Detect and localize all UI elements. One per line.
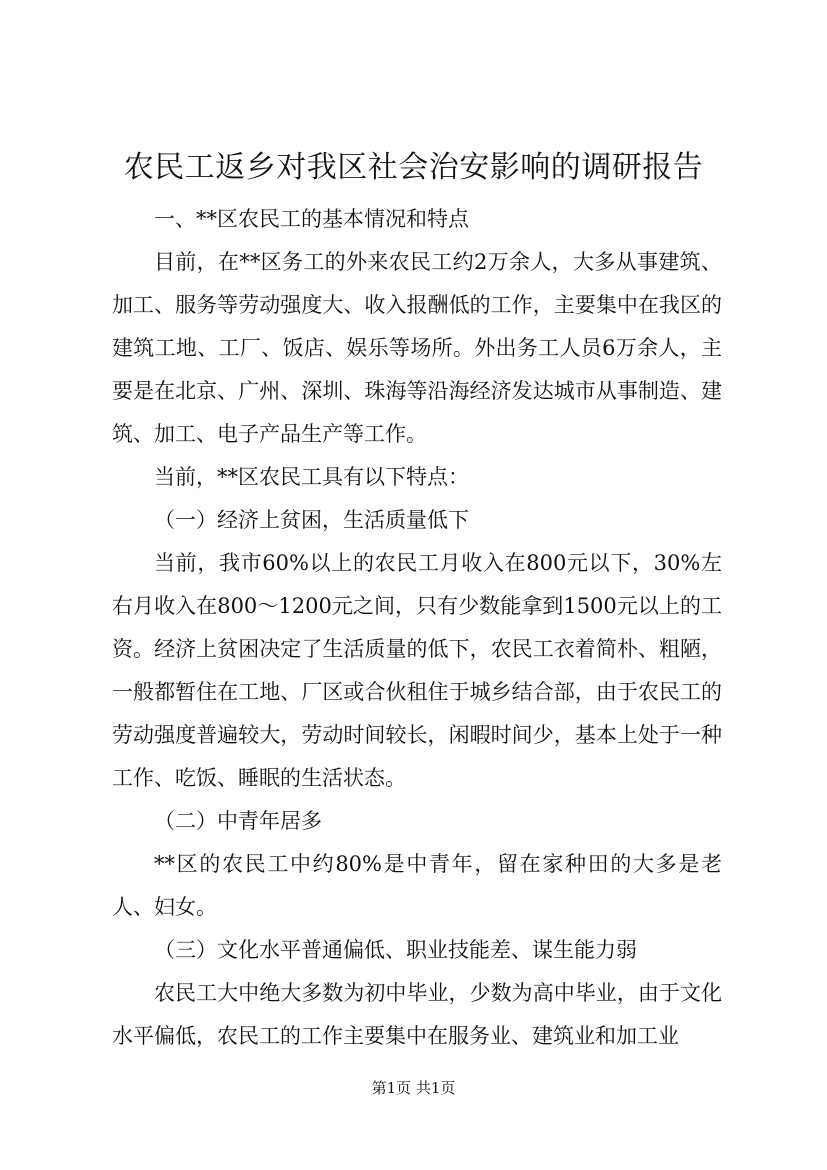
paragraph-education-details: 农民工大中绝大多数为初中毕业，少数为高中毕业，由于文化水平偏低，农民工的工作主要集中在服务业、建筑业和加工业 <box>112 981 722 1048</box>
document-body <box>112 198 722 1058</box>
subheading-education-skills: （三）文化水平普通偏低、职业技能差、谋生能力弱 <box>154 938 637 962</box>
subheading-young-adults: （二）中青年居多 <box>154 809 322 833</box>
section-heading-1: 一、**区农民工的基本情况和特点 <box>154 207 469 231</box>
subheading-economic-poverty: （一）经济上贫困，生活质量低下 <box>154 508 469 532</box>
paragraph-income-details: 当前，我市60%以上的农民工月收入在800元以下，30%左右月收入在800～1200元之间，只有少数能拿到1500元以上的工资。经济上贫困决定了生活质量的低下，农民工衣着简朴、粗陋，一般都暂住在工地、厂区或合伙租住于城乡结合部，由于农民工的劳动强度普遍较大，劳动时间较长，闲暇时间少，基本上处于一种工作、吃饭、睡眠的生活状态。 <box>112 551 722 790</box>
paragraph-features-intro: 当前，**区农民工具有以下特点： <box>154 465 469 489</box>
document-title: 农民工返乡对我区社会治安影响的调研报告 <box>123 150 704 185</box>
page-footer: 第1页 共1页 <box>371 1079 456 1097</box>
paragraph-migrant-overview: 目前，在**区务工的外来农民工约2万余人，大多从事建筑、加工、服务等劳动强度大、收入报酬低的工作，主要集中在我区的建筑工地、工厂、饭店、娱乐等场所。外出务工人员6万余人，主要是在北京、广州、深圳、珠海等沿海经济发达城市从事制造、建筑、加工、电子产品生产等工作。 <box>112 250 722 446</box>
paragraph-age-distribution: **区的农民工中约80%是中青年，留在家种田的大多是老人、妇女。 <box>112 852 722 919</box>
